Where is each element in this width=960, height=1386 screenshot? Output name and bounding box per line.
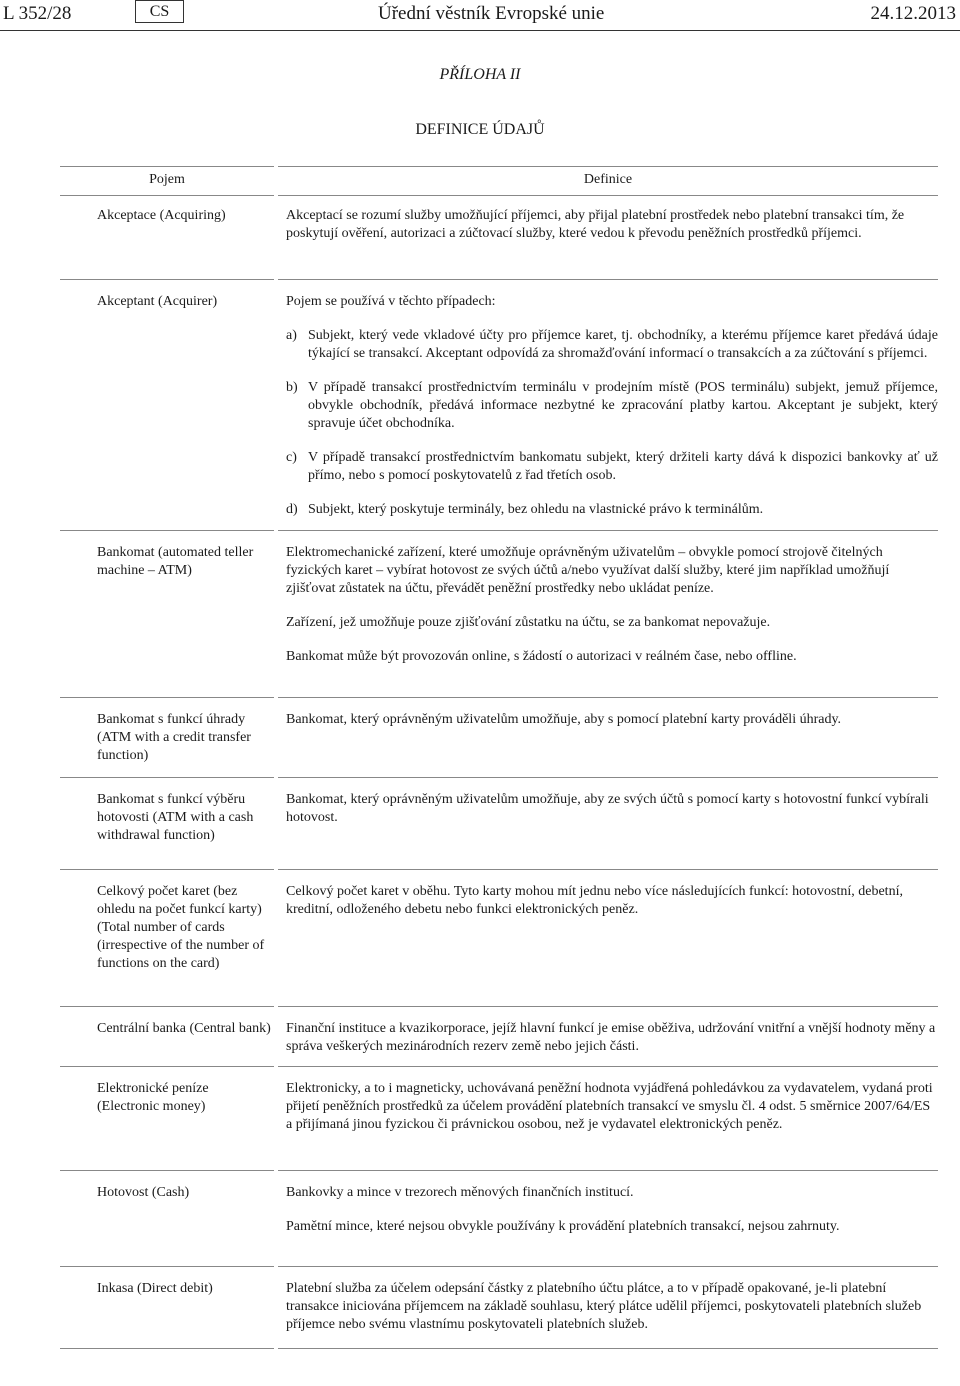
definition-cell [278,702,938,778]
table-row [0,198,960,284]
table-row [0,874,960,1011]
term-text: Inkasa (Direct debit) [97,1281,213,1296]
list-item-label: c) [286,450,297,465]
definition-paragraph: Elektronicky, a to i magneticky, uchovávaná peněžní hodnota vyjádřená pohledávkou za vydavatelem, vydaná proti přijetí peněžních prostředků za účelem provádění platebních transakcí ve smyslu čl. 4 odst. 5 směrnice 2007/64/ES a přijímaná jinou fyzickou či právnickou osobou, než je vydavatel elektronických peněz. [286,1081,933,1132]
definition-cell [278,874,938,1007]
definition-paragraph: Finanční instituce a kvazikorporace, jejíž hlavní funkcí je emise oběživa, udržování vnitřní a vnější hodnoty měny a správa veškerých mezinárodních rezerv země nebo jejich části. [286,1021,936,1054]
term-cell [60,874,274,1007]
column-header-definition: Definice [278,166,938,196]
term-text: Bankomat s funkcí úhrady (ATM with a credit transfer function) [97,712,251,763]
definition-cell [278,535,938,698]
definition-cell [278,1071,938,1171]
definition-paragraph: Pamětní mince, které nejsou obvykle používány k provádění platebních transakcí, nejsou zahrnuty. [286,1219,840,1234]
table-row [0,535,960,702]
term-text: Centrální banka (Central bank) [97,1021,271,1036]
term-cell [60,1175,274,1267]
term-text: Elektronické peníze (Electronic money) [97,1081,209,1114]
table-header [60,166,938,194]
table-row [0,1175,960,1271]
journal-title: Úřední věstník Evropské unie [378,3,605,24]
definition-cell [278,198,938,280]
publication-date: 24.12.2013 [870,3,956,24]
definition-paragraph: Bankomat, který oprávněným uživatelům umožňuje, aby s pomocí platební karty prováděli úhrady. [286,712,842,727]
definition-paragraph: Pojem se používá v těchto případech: [286,294,496,309]
definition-list-item [286,449,938,485]
definition-cell [278,1271,938,1349]
term-text: Akceptant (Acquirer) [97,294,218,309]
definition-paragraph: Platební služba za účelem odepsání částky z platebního účtu plátce, a to v případě opakované, je-li platební transakce iniciována příjemcem na základě souhlasu, který plátce udělil příjemci, poskytovateli platebních služeb příjemce nebo svému vlastnímu poskytovateli platebních služeb. [286,1281,922,1332]
table-row [0,702,960,782]
term-text: Akceptace (Acquiring) [97,208,226,223]
definition-paragraph: Elektromechanické zařízení, které umožňuje oprávněným uživatelům – obvykle pomocí strojově čitelných fyzických karet – vybírat hotovost ze svých účtů a/nebo využívat další služby, které jim například umožňují zjišťovat zůstatek na účtu, převádět peněžní prostředky nebo ukládat peníze. [286,545,890,596]
term-cell [60,782,274,870]
definition-cell [278,782,938,870]
list-item-text: Subjekt, který vede vkladové účty pro příjemce karet, tj. obchodníky, a kterému příjemce karet předává údaje týkající se transakcí. Akceptant odpovídá za shromažďování informací o transakcích a za zúčtování s příjemci. [308,328,938,361]
table-row [0,1271,960,1353]
list-item-label: a) [286,328,297,343]
term-text: Bankomat (automated teller machine – ATM) [97,545,254,578]
journal-header [0,0,960,31]
list-item-text: V případě transakcí prostřednictvím bankomatu subjekt, který držiteli karty dává k dispozici bankovky ať už přímo, nebo s pomocí poskytovatelů z řad třetích osob. [308,450,938,483]
term-cell [60,1071,274,1171]
annex-title: PŘÍLOHA II [439,66,521,83]
table-row [0,1071,960,1175]
table-row [0,1011,960,1071]
list-item-label: b) [286,380,298,395]
term-text: Hotovost (Cash) [97,1185,190,1200]
definition-paragraph: Akceptací se rozumí služby umožňující příjemci, aby přijal platební prostředek nebo platební transakci tím, že poskytují ověření, autorizaci a zúčtovací služby, které vedou k převodu peněžních prostředků příjemci. [286,208,905,241]
table-row [0,284,960,535]
term-cell [60,1271,274,1349]
definition-list-item [286,327,938,363]
definition-paragraph: Bankovky a mince v trezorech měnových finančních institucí. [286,1185,634,1200]
term-text: Celkový počet karet (bez ohledu na počet funkcí karty) (Total number of cards (irrespective of the number of functions on the card) [97,884,265,971]
page-number: L 352/28 [3,3,72,24]
definition-paragraph: Zařízení, jež umožňuje pouze zjišťování zůstatku na účtu, se za bankomat nepovažuje. [286,615,771,630]
list-item-text: Subjekt, který poskytuje terminály, bez ohledu na vlastnické právo k terminálům. [308,502,764,517]
term-text: Bankomat s funkcí výběru hotovosti (ATM with a cash withdrawal function) [97,792,254,843]
list-item-text: V případě transakcí prostřednictvím terminálu v prodejním místě (POS terminálu) subjekt, jemuž příjemce, obvykle obchodník, předává informace nezbytné ke zpracování platby kartou. Akceptant je subjekt, který spravuje účet obchodníka. [308,380,938,431]
table-row [0,782,960,874]
term-cell [60,535,274,698]
definition-list-item [286,501,938,519]
term-cell [60,1011,274,1067]
definition-list-item [286,379,938,433]
language-badge: CS [135,0,184,23]
term-cell [60,284,274,531]
term-cell [60,702,274,778]
definition-paragraph: Bankomat, který oprávněným uživatelům umožňuje, aby ze svých účtů s pomocí karty s hotovostní funkcí vybírali hotovost. [286,792,929,825]
definition-cell [278,1175,938,1267]
term-cell [60,198,274,280]
definition-cell [278,284,938,531]
list-item-label: d) [286,502,298,517]
definition-paragraph: Bankomat může být provozován online, s žádostí o autorizaci v reálném čase, nebo offline. [286,649,797,664]
column-header-term: Pojem [60,166,274,196]
definition-cell [278,1011,938,1067]
definition-paragraph: Celkový počet karet v oběhu. Tyto karty mohou mít jednu nebo více následujících funkcí: hotovostní, debetní, kreditní, odloženého debetu nebo funkci elektronických peněz. [286,884,903,917]
section-title: DEFINICE ÚDAJŮ [415,121,545,138]
